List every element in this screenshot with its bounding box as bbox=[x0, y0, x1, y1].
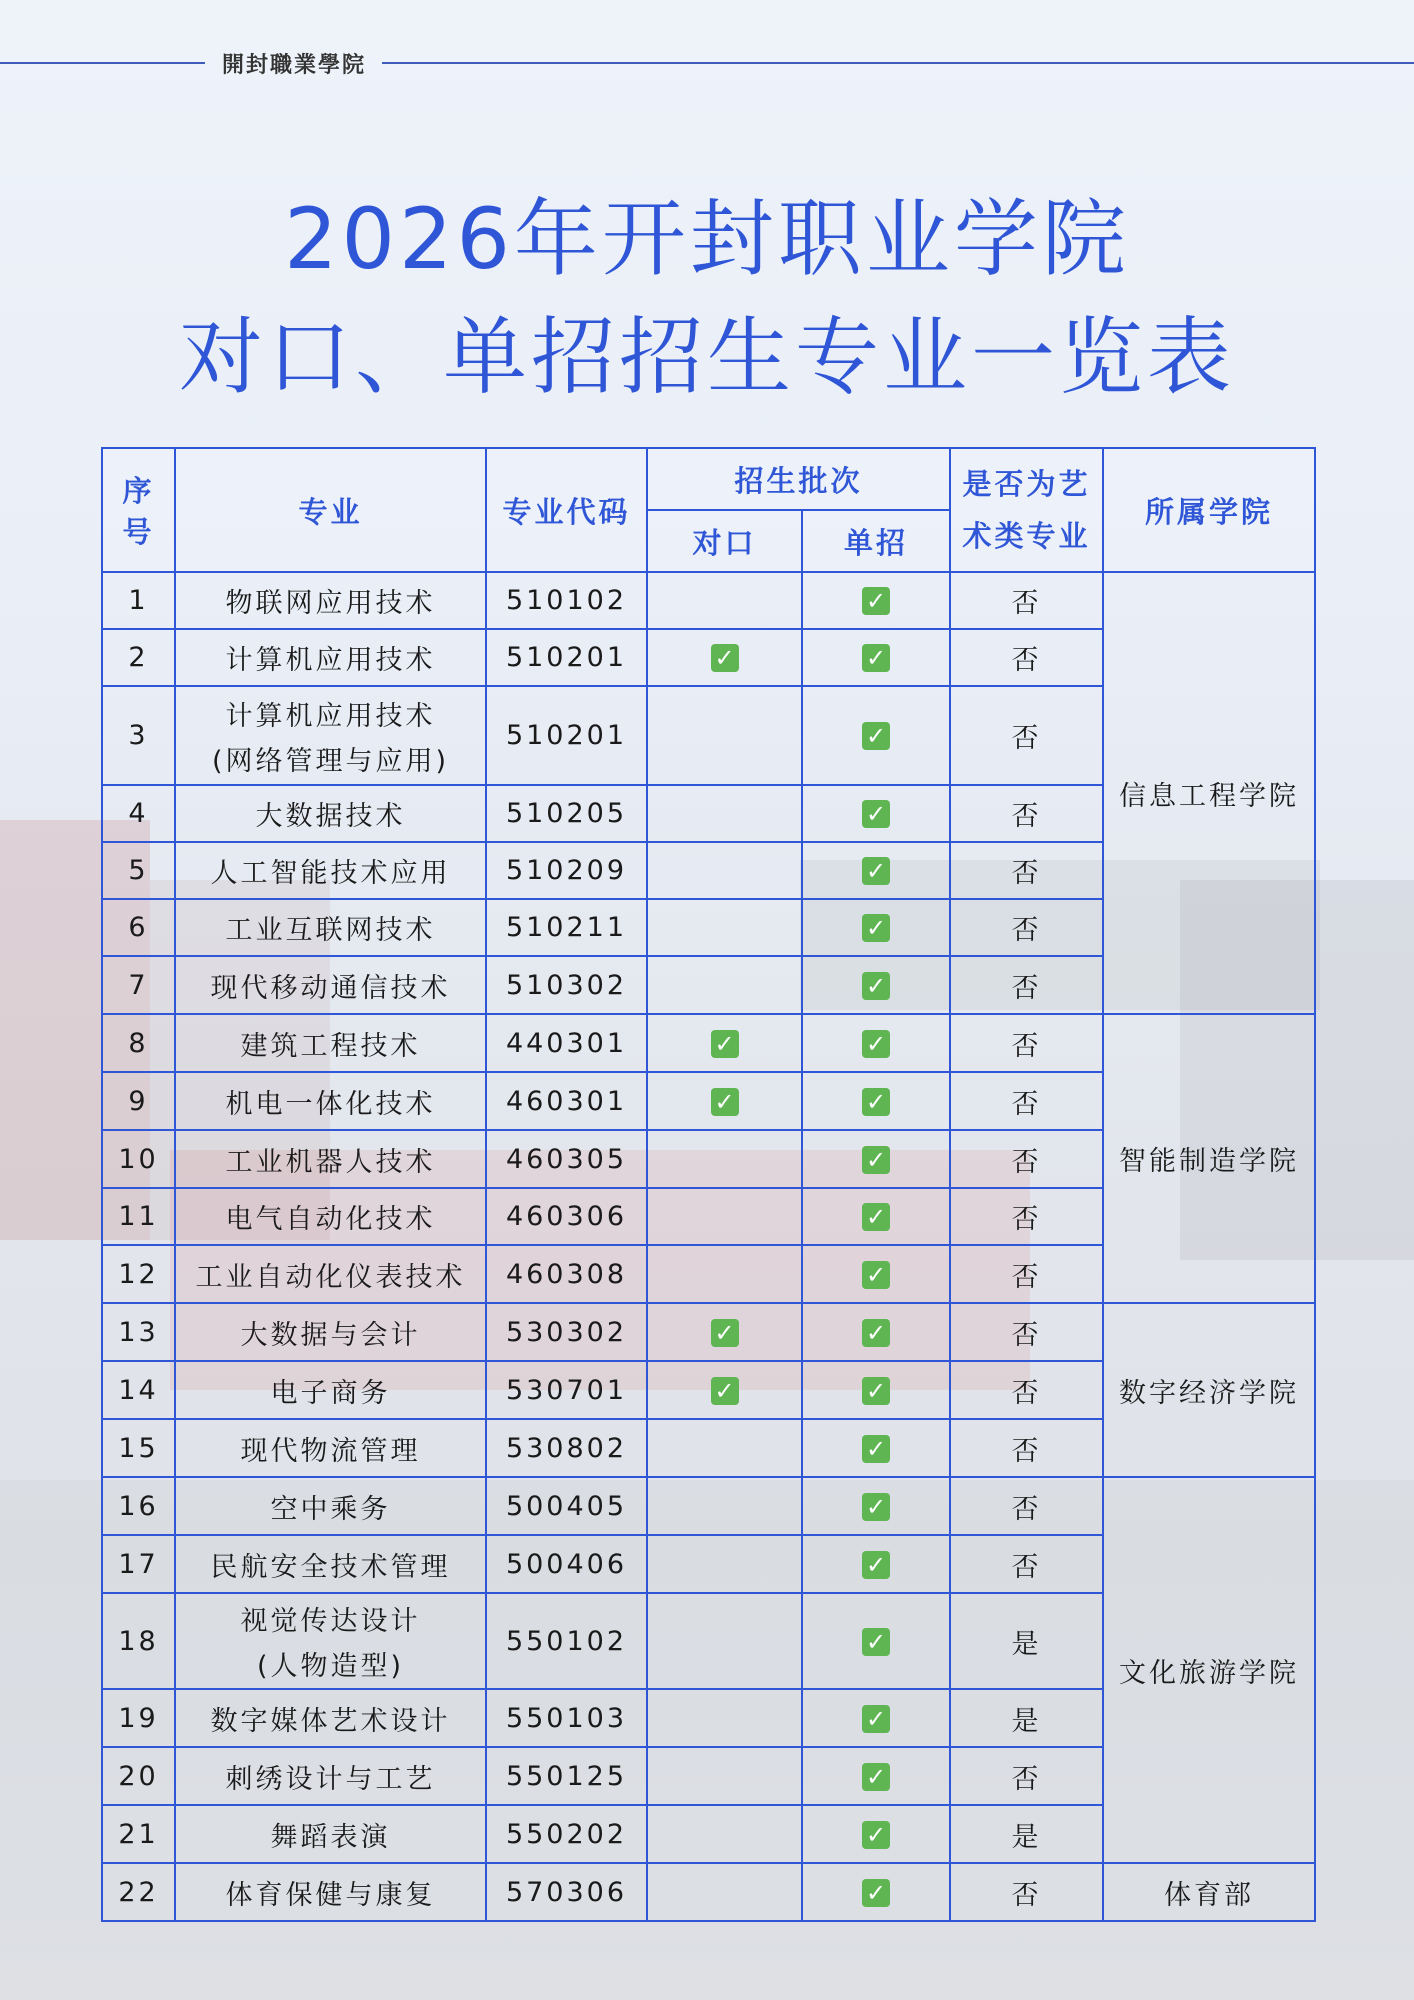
is-art-cell: 是 bbox=[950, 1805, 1103, 1863]
major-cell: 数字媒体艺术设计 bbox=[175, 1689, 486, 1747]
seq-cell: 17 bbox=[102, 1535, 175, 1593]
major-cell: 大数据技术 bbox=[175, 785, 486, 842]
is-art-cell: 否 bbox=[950, 686, 1103, 785]
header-is-art: 是否为艺术类专业 bbox=[950, 448, 1103, 572]
duikou-cell bbox=[647, 1245, 802, 1303]
code-cell: 550202 bbox=[486, 1805, 647, 1863]
danzhao-cell bbox=[802, 1747, 950, 1805]
seq-cell: 7 bbox=[102, 956, 175, 1014]
table-row bbox=[102, 1477, 1315, 1535]
major-cell: 工业机器人技术 bbox=[175, 1130, 486, 1188]
check-icon: ✓ bbox=[862, 1261, 890, 1289]
major-cell: 刺绣设计与工艺 bbox=[175, 1747, 486, 1805]
table-row bbox=[102, 1014, 1315, 1072]
duikou-cell bbox=[647, 1303, 802, 1361]
danzhao-cell bbox=[802, 1188, 950, 1245]
seq-cell: 20 bbox=[102, 1747, 175, 1805]
duikou-cell bbox=[647, 629, 802, 686]
major-cell bbox=[175, 686, 486, 785]
major-cell: 体育保健与康复 bbox=[175, 1863, 486, 1921]
header-college: 所属学院 bbox=[1103, 448, 1315, 572]
header-code: 专业代码 bbox=[486, 448, 647, 572]
duikou-cell bbox=[647, 785, 802, 842]
seq-cell: 4 bbox=[102, 785, 175, 842]
duikou-cell bbox=[647, 686, 802, 785]
major-cell: 计算机应用技术 bbox=[175, 629, 486, 686]
seq-cell: 15 bbox=[102, 1419, 175, 1477]
page-title: 2026年开封职业学院 bbox=[284, 190, 1130, 288]
is-art-cell: 是 bbox=[950, 1689, 1103, 1747]
is-art-cell: 否 bbox=[950, 1072, 1103, 1130]
header-major: 专业 bbox=[175, 448, 486, 572]
duikou-cell bbox=[647, 1477, 802, 1535]
check-icon: ✓ bbox=[862, 644, 890, 672]
danzhao-cell bbox=[802, 1303, 950, 1361]
major-cell: 电子商务 bbox=[175, 1361, 486, 1419]
duikou-cell bbox=[647, 842, 802, 899]
code-cell: 510209 bbox=[486, 842, 647, 899]
code-cell: 510211 bbox=[486, 899, 647, 956]
danzhao-cell bbox=[802, 1130, 950, 1188]
major-cell: 人工智能技术应用 bbox=[175, 842, 486, 899]
seq-cell: 1 bbox=[102, 572, 175, 629]
major-cell: 舞蹈表演 bbox=[175, 1805, 486, 1863]
danzhao-cell bbox=[802, 1689, 950, 1747]
major-cell: 物联网应用技术 bbox=[175, 572, 486, 629]
header-seq: 序号 bbox=[102, 448, 175, 572]
check-icon: ✓ bbox=[862, 1088, 890, 1116]
check-icon: ✓ bbox=[711, 1319, 739, 1347]
code-cell: 550103 bbox=[486, 1689, 647, 1747]
seq-cell: 2 bbox=[102, 629, 175, 686]
code-cell: 440301 bbox=[486, 1014, 647, 1072]
code-cell: 460305 bbox=[486, 1130, 647, 1188]
seq-cell: 9 bbox=[102, 1072, 175, 1130]
table-row bbox=[102, 1863, 1315, 1921]
duikou-cell bbox=[647, 1072, 802, 1130]
is-art-cell: 否 bbox=[950, 1419, 1103, 1477]
duikou-cell bbox=[647, 1747, 802, 1805]
duikou-cell bbox=[647, 1863, 802, 1921]
is-art-cell: 否 bbox=[950, 1303, 1103, 1361]
duikou-cell bbox=[647, 899, 802, 956]
check-icon: ✓ bbox=[862, 1628, 890, 1656]
college-logo: 開封職業學院 bbox=[222, 52, 367, 78]
check-icon: ✓ bbox=[862, 1435, 890, 1463]
header-duikou: 对口 bbox=[647, 510, 802, 572]
college-cell: 文化旅游学院 bbox=[1103, 1477, 1315, 1863]
page-subtitle: 对口、单招招生专业一览表 bbox=[178, 308, 1235, 406]
major-cell: 民航安全技术管理 bbox=[175, 1535, 486, 1593]
seq-cell: 6 bbox=[102, 899, 175, 956]
code-cell: 500406 bbox=[486, 1535, 647, 1593]
major-cell: 工业自动化仪表技术 bbox=[175, 1245, 486, 1303]
table-row bbox=[102, 1303, 1315, 1361]
college-cell: 信息工程学院 bbox=[1103, 572, 1315, 1014]
is-art-cell: 否 bbox=[950, 1130, 1103, 1188]
major-cell: 现代移动通信技术 bbox=[175, 956, 486, 1014]
seq-cell: 18 bbox=[102, 1593, 175, 1689]
code-cell: 510201 bbox=[486, 686, 647, 785]
danzhao-cell bbox=[802, 899, 950, 956]
check-icon: ✓ bbox=[862, 1377, 890, 1405]
seq-cell: 8 bbox=[102, 1014, 175, 1072]
major-cell bbox=[175, 1593, 486, 1689]
is-art-cell: 是 bbox=[950, 1593, 1103, 1689]
is-art-cell: 否 bbox=[950, 572, 1103, 629]
duikou-cell bbox=[647, 1361, 802, 1419]
check-icon: ✓ bbox=[862, 1493, 890, 1521]
seq-cell: 16 bbox=[102, 1477, 175, 1535]
check-icon: ✓ bbox=[862, 722, 890, 750]
seq-cell: 14 bbox=[102, 1361, 175, 1419]
duikou-cell bbox=[647, 956, 802, 1014]
check-icon: ✓ bbox=[862, 972, 890, 1000]
major-name-suffix: (网络管理与应用) bbox=[211, 745, 450, 777]
table-body bbox=[102, 572, 1315, 1921]
is-art-cell: 否 bbox=[950, 1747, 1103, 1805]
duikou-cell bbox=[647, 1593, 802, 1689]
danzhao-cell bbox=[802, 785, 950, 842]
danzhao-cell bbox=[802, 1361, 950, 1419]
is-art-cell: 否 bbox=[950, 1863, 1103, 1921]
check-icon: ✓ bbox=[862, 1821, 890, 1849]
is-art-cell: 否 bbox=[950, 1477, 1103, 1535]
header-rule bbox=[0, 62, 205, 64]
danzhao-cell bbox=[802, 842, 950, 899]
check-icon: ✓ bbox=[711, 1088, 739, 1116]
danzhao-cell bbox=[802, 1419, 950, 1477]
is-art-cell: 否 bbox=[950, 842, 1103, 899]
code-cell: 530802 bbox=[486, 1419, 647, 1477]
seq-cell: 21 bbox=[102, 1805, 175, 1863]
is-art-cell: 否 bbox=[950, 785, 1103, 842]
code-cell: 550102 bbox=[486, 1593, 647, 1689]
check-icon: ✓ bbox=[862, 1551, 890, 1579]
seq-cell: 12 bbox=[102, 1245, 175, 1303]
college-cell: 智能制造学院 bbox=[1103, 1014, 1315, 1303]
is-art-cell: 否 bbox=[950, 899, 1103, 956]
major-name: 计算机应用技术 bbox=[225, 700, 436, 732]
check-icon: ✓ bbox=[862, 1705, 890, 1733]
is-art-cell: 否 bbox=[950, 1535, 1103, 1593]
check-icon: ✓ bbox=[862, 1879, 890, 1907]
danzhao-cell bbox=[802, 686, 950, 785]
seq-cell: 19 bbox=[102, 1689, 175, 1747]
danzhao-cell bbox=[802, 572, 950, 629]
college-cell: 数字经济学院 bbox=[1103, 1303, 1315, 1477]
duikou-cell bbox=[647, 1188, 802, 1245]
check-icon: ✓ bbox=[862, 587, 890, 615]
danzhao-cell bbox=[802, 1593, 950, 1689]
danzhao-cell bbox=[802, 1535, 950, 1593]
header-batch: 招生批次 bbox=[647, 448, 950, 510]
duikou-cell bbox=[647, 1689, 802, 1747]
major-cell: 机电一体化技术 bbox=[175, 1072, 486, 1130]
seq-cell: 5 bbox=[102, 842, 175, 899]
danzhao-cell bbox=[802, 1805, 950, 1863]
code-cell: 530701 bbox=[486, 1361, 647, 1419]
code-cell: 460301 bbox=[486, 1072, 647, 1130]
check-icon: ✓ bbox=[862, 1203, 890, 1231]
code-cell: 500405 bbox=[486, 1477, 647, 1535]
check-icon: ✓ bbox=[862, 914, 890, 942]
duikou-cell bbox=[647, 1419, 802, 1477]
check-icon: ✓ bbox=[862, 1030, 890, 1058]
check-icon: ✓ bbox=[711, 1030, 739, 1058]
seq-cell: 11 bbox=[102, 1188, 175, 1245]
is-art-cell: 否 bbox=[950, 956, 1103, 1014]
seq-cell: 10 bbox=[102, 1130, 175, 1188]
danzhao-cell bbox=[802, 1863, 950, 1921]
major-cell: 建筑工程技术 bbox=[175, 1014, 486, 1072]
is-art-cell: 否 bbox=[950, 1188, 1103, 1245]
is-art-cell: 否 bbox=[950, 1014, 1103, 1072]
danzhao-cell bbox=[802, 1072, 950, 1130]
major-name: 视觉传达设计 bbox=[240, 1606, 421, 1637]
major-cell: 电气自动化技术 bbox=[175, 1188, 486, 1245]
code-cell: 510102 bbox=[486, 572, 647, 629]
major-cell: 现代物流管理 bbox=[175, 1419, 486, 1477]
check-icon: ✓ bbox=[862, 857, 890, 885]
code-cell: 460306 bbox=[486, 1188, 647, 1245]
code-cell: 460308 bbox=[486, 1245, 647, 1303]
check-icon: ✓ bbox=[862, 1763, 890, 1791]
danzhao-cell bbox=[802, 956, 950, 1014]
code-cell: 570306 bbox=[486, 1863, 647, 1921]
college-cell: 体育部 bbox=[1103, 1863, 1315, 1921]
major-cell: 工业互联网技术 bbox=[175, 899, 486, 956]
table-row bbox=[102, 572, 1315, 629]
check-icon: ✓ bbox=[862, 1319, 890, 1347]
duikou-cell bbox=[647, 1014, 802, 1072]
check-icon: ✓ bbox=[862, 1146, 890, 1174]
check-icon: ✓ bbox=[862, 800, 890, 828]
header-danzhao: 单招 bbox=[802, 510, 950, 572]
duikou-cell bbox=[647, 1130, 802, 1188]
is-art-cell: 否 bbox=[950, 629, 1103, 686]
danzhao-cell bbox=[802, 1477, 950, 1535]
duikou-cell bbox=[647, 1535, 802, 1593]
major-name-suffix: (人物造型) bbox=[256, 1651, 405, 1682]
code-cell: 510302 bbox=[486, 956, 647, 1014]
check-icon: ✓ bbox=[711, 644, 739, 672]
danzhao-cell bbox=[802, 1014, 950, 1072]
duikou-cell bbox=[647, 1805, 802, 1863]
majors-table bbox=[101, 447, 1316, 1922]
code-cell: 510205 bbox=[486, 785, 647, 842]
danzhao-cell bbox=[802, 1245, 950, 1303]
is-art-cell: 否 bbox=[950, 1361, 1103, 1419]
danzhao-cell bbox=[802, 629, 950, 686]
is-art-cell: 否 bbox=[950, 1245, 1103, 1303]
major-cell: 大数据与会计 bbox=[175, 1303, 486, 1361]
code-cell: 510201 bbox=[486, 629, 647, 686]
code-cell: 530302 bbox=[486, 1303, 647, 1361]
code-cell: 550125 bbox=[486, 1747, 647, 1805]
duikou-cell bbox=[647, 572, 802, 629]
seq-cell: 13 bbox=[102, 1303, 175, 1361]
check-icon: ✓ bbox=[711, 1377, 739, 1405]
header-rule bbox=[382, 62, 1414, 64]
seq-cell: 3 bbox=[102, 686, 175, 785]
seq-cell: 22 bbox=[102, 1863, 175, 1921]
major-cell: 空中乘务 bbox=[175, 1477, 486, 1535]
